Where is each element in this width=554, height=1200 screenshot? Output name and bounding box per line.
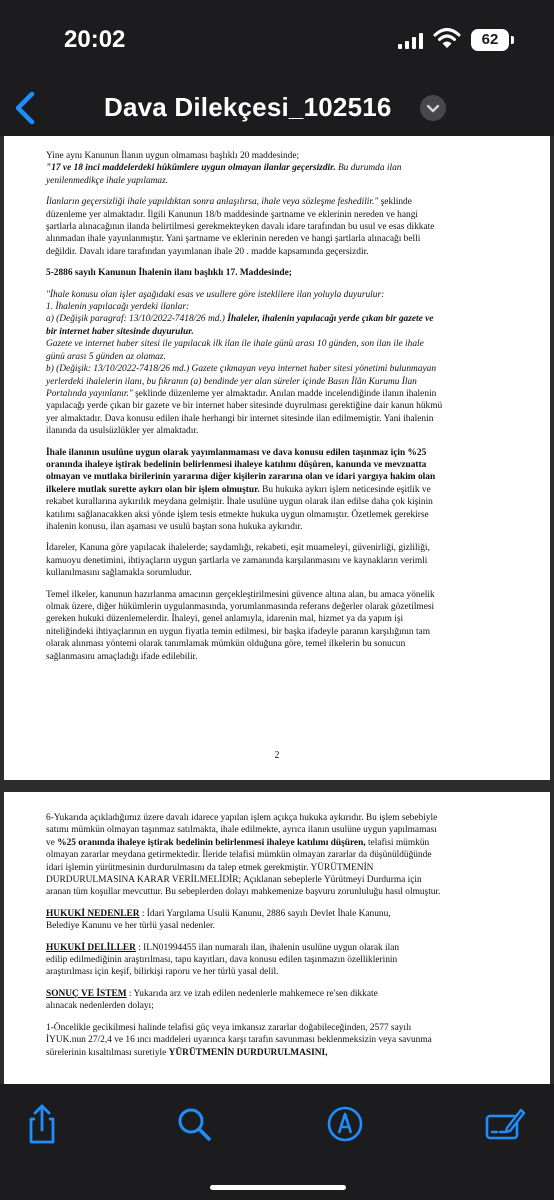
paragraph bbox=[46, 589, 534, 663]
text-line: yerlerdeki ihalelerin ilanı, bu fıkranın (a) bendinde yer alan süreler içinde Basın İlân Kurumu İlan bbox=[46, 376, 417, 387]
paragraph bbox=[46, 1022, 534, 1059]
paragraph bbox=[46, 150, 534, 187]
paragraph bbox=[46, 542, 534, 579]
text-line: İdareler, Kanuna göre yapılacak ihalelerde; saydamlığı, rekabeti, eşit muameleyi, güvenirliği, gizliliği, bbox=[46, 543, 430, 554]
text-line: İYUK.nun 27/2,4 ve 16 ıncı maddeleri uyarınca karşı tarafın savunması beklenmeksizin veya savunma bbox=[46, 1035, 432, 1046]
legal-evidence-section bbox=[46, 942, 534, 979]
text-line: niteliğindeki ihtiyaçlarının en uygun fiyatla temin edilmesi, bir başka ifadeyle paranın karşılığının tam bbox=[46, 626, 431, 637]
text-bold-italic: İhaleler, ihalenin yapılacağı yerde çıkan bir gazete ve bbox=[227, 314, 434, 325]
paragraph bbox=[46, 196, 534, 258]
text-line: "İhale konusu olan işler aşağıdaki esas ve usullere göre isteklilere ilan yoluyla duyurulur: bbox=[46, 289, 385, 300]
text-line bbox=[46, 484, 534, 496]
status-time: 20:02 bbox=[64, 26, 126, 53]
text-line: aranan tüm koşullar mevcuttur. Bu sebeplerden dolayı mahkemenize başvuru zorunluluğu hasıl olmuştur. bbox=[46, 887, 441, 898]
text-line: olarak alınması yöntemi olarak tanımlamak mümkün olduğuna göre, temel ilkelerin bu sonucun bbox=[46, 639, 406, 650]
text-bold: ilkelere mutlak surette aykırı olan bir işlem olmuştur. bbox=[46, 484, 260, 495]
section-heading: HUKUKİ DELİLLER bbox=[46, 942, 136, 953]
text-line: olmayan ve mutlaka birilerinin yararına diğer kişilerin zararına olan ve idari yargıya hakim olan bbox=[46, 472, 436, 483]
text-line bbox=[46, 837, 534, 849]
section-heading: HUKUKİ NEDENLER bbox=[46, 908, 140, 919]
text-line bbox=[46, 162, 534, 174]
text-line bbox=[46, 313, 534, 325]
text-line bbox=[46, 942, 534, 954]
text-line bbox=[46, 1047, 534, 1059]
text-line: kamuoyu denetimini, ihtiyaçların uygun şartlarla ve zamanında karşılanmasını ve kaynakların verimli bbox=[46, 555, 428, 566]
text-line: gereken hukuki düzenlemelerdir. İhaleyi, genel anlamıyla, idarenin mal, hizmet ya da yapım işi bbox=[46, 614, 404, 625]
text: telafisi mümkün bbox=[365, 837, 430, 848]
text-line: satımı mümkün olmayan taşınmaz satılmakta, ihale edilmekte, ayrıca ilanın usulüne uygun yapılmaması bbox=[46, 825, 437, 836]
paragraph bbox=[46, 267, 534, 279]
text-line: 1. İhalenin yapılacağı yerdeki ilanlar: bbox=[46, 302, 190, 313]
text: şeklinde bbox=[378, 197, 412, 208]
chevron-left-icon[interactable] bbox=[8, 86, 44, 130]
document-page-2 bbox=[4, 136, 550, 780]
wifi-icon bbox=[433, 27, 461, 49]
text-line bbox=[46, 196, 534, 208]
text-line: kullanılmasını sağlamakla sorumludur. bbox=[46, 568, 192, 579]
markup-icon[interactable] bbox=[323, 1102, 367, 1146]
text-line: Temel ilkeler, kanunun hazırlanma amacının gerçekleştirilmesini güvence altına alan, bu amaca yönelik bbox=[46, 589, 435, 600]
text-line: Gazete ve internet haber sitesi ile yapılacak ilk ilan ile ihale günü arası 10 günden, son ilan ile ihale bbox=[46, 339, 424, 350]
search-icon[interactable] bbox=[172, 1102, 216, 1146]
paragraph bbox=[46, 447, 534, 534]
text-line: DURDURULMASINA KARAR VERİLMELİDİR; Açıklanan sebeplerle Yürütmeyi Durdurma için bbox=[46, 875, 422, 886]
legal-reasons-section bbox=[46, 908, 534, 933]
text-line: b) (Değişik: 13/10/2022-7418/26 md.) Gazete çıkmayan veya internet haber sitesi yönetimi bulunmayan bbox=[46, 364, 437, 375]
text-bold: YÜRÜTMENİN DURDURULMASINI, bbox=[168, 1047, 328, 1058]
text-line: 1-Öncelikle gecikilmesi halinde telafisi güç veya imkansız zararlar doğabileceğinden, 2577 sayılı bbox=[46, 1022, 412, 1033]
text-line: değildir. Davalı idare tarafından yayımlanan ihale 20 . madde kapsamında geçersizdir. bbox=[46, 246, 369, 257]
text-line: şartlarla alınacağının ilanda belirtilmesi gerekmekteyken davalı idare tarafından bu usul ve esas dikkate bbox=[46, 222, 435, 233]
text-line bbox=[46, 988, 534, 1000]
battery-icon: 62 bbox=[471, 29, 509, 51]
text-italic: a) (Değişik paragraf: 13/10/2022-7418/26 md.) bbox=[46, 314, 228, 325]
text: : İdari Yargılama Usulü Kanunu, 2886 sayılı Devlet İhale Kanunu, bbox=[139, 908, 391, 919]
text-line: sağlanmasını amaçladığı ifade edilebilir. bbox=[46, 651, 198, 662]
text-line: idari işlemin yürütmesinin durdurulmasını da talep etmek gerekmiştir. YÜRÜTMENİN bbox=[46, 862, 374, 873]
text-italic: İlanların geçersizliği ihale yapıldıktan sonra anlaşılırsa, ihale veya sözleşme feshedilir." bbox=[46, 197, 379, 208]
page-number: 2 bbox=[274, 750, 280, 761]
text-line: Belediye Kanunu ve her türlü yasal nedenler. bbox=[46, 921, 215, 932]
result-request-section bbox=[46, 988, 534, 1013]
text-bold: %25 oranında ihaleye iştirak bedelinin belirlenmesi ihaleye katılımı düşüren, bbox=[57, 837, 366, 848]
text-line: araştırılması için keşif, bilirkişi raporu ve her türlü yasal delil. bbox=[46, 967, 279, 978]
text-line: oranında ihaleye iştirak bedelinin belirlenmesi ihaleye katılımı düşüren, kanunda ve mevzuatta bbox=[46, 459, 427, 470]
bottom-toolbar bbox=[0, 1084, 554, 1200]
text-line bbox=[46, 908, 534, 920]
text-line: bir internet haber sitesinde duyurulur. bbox=[46, 326, 194, 337]
section-heading: SONUÇ VE İSTEM bbox=[46, 988, 127, 999]
text: : ILN01994455 ilan numaralı ilan, ihalenin usulüne uygun olarak ilan bbox=[135, 942, 400, 953]
paragraph bbox=[46, 289, 534, 438]
document-viewer[interactable] bbox=[0, 136, 554, 1084]
text-italic: Bu durumda ilan bbox=[335, 163, 402, 174]
text-line: alınmadan ihale yayınlanmıştır. Yani şartname ve eklerinin nereden ve hangi şartlarla alınacağı belli bbox=[46, 234, 421, 245]
share-icon[interactable] bbox=[20, 1102, 64, 1146]
battery-tip bbox=[511, 36, 514, 44]
text-bold-italic: "17 ve 18 inci maddelerdeki hükümlere uygun olmayan ilanlar geçersizdir. bbox=[46, 163, 336, 174]
text-line: ilanında da usulsüzlükler yer almaktadır. bbox=[46, 426, 199, 437]
text-line: yenilenmedikçe ihale yapılamaz. bbox=[46, 175, 169, 186]
text-line: olmak üzere, diğer hükümlerin uygulanmasında, yorumlanmasında referans değerler olarak gözetilmesi bbox=[46, 602, 435, 612]
chevron-down-icon[interactable] bbox=[420, 95, 446, 121]
text-line: rekabet kurallarına aykırılık meydana gelmiştir. İhale usulüne uygun olarak ilan edilse daha çok kişinin bbox=[46, 497, 433, 508]
text-line bbox=[46, 388, 534, 400]
text-line: yapılacağı yerde çıkan bir gazete ve bir internet haber sitesinde duyrulması gerektiğine dair kanun hükmü bbox=[46, 401, 443, 412]
text-line: günü arası 5 günden az olamaz. bbox=[46, 351, 166, 362]
nav-bar bbox=[0, 80, 554, 136]
text-line: ihalenin konusu, ilan aşaması ve usulü baştan sona hukuka aykırıdır. bbox=[46, 521, 303, 532]
annotate-icon[interactable] bbox=[483, 1102, 527, 1146]
home-indicator bbox=[210, 1185, 346, 1190]
text-line: 6-Yukarıda açıkladığımız üzere davalı idarece yapılan işlem açıkça hukuka aykırıdır. Bu işlem sebebiyle bbox=[46, 813, 438, 823]
text: sürelerinin kısaltılması suretiyle bbox=[46, 1047, 169, 1058]
text: : Yukarıda arz ve izah edilen nedenlerle mahkemece re'sen dikkate bbox=[126, 988, 378, 999]
text: şeklinde düzenleme yer almaktadır. Anılan madde incelendiğinde ilanın ihalenin bbox=[132, 388, 437, 399]
text-line: katılımı sağlanacakken aksi yönde işlem tesis etmekte hukuka uygun olmamıştır. Özetlemek gerekirse bbox=[46, 509, 429, 520]
text-line: Yine aynı Kanunun İlanın uygun olmaması başlıklı 20 maddesinde; bbox=[46, 151, 300, 161]
text-italic: Portalında yayınlanır." bbox=[46, 388, 133, 399]
text-line: 5-2886 sayılı Kanunun İhalenin ilanı başlıklı 17. Maddesinde; bbox=[46, 268, 292, 279]
status-bar bbox=[0, 0, 554, 80]
document-page-3 bbox=[4, 792, 550, 1084]
text: ve bbox=[46, 837, 58, 848]
text-line: düzenleme yer almaktadır. İlgili Kanunun 18/b maddesinde şartname ve eklerinin nereden ve hangi bbox=[46, 209, 419, 220]
text-line: alınacak nedenlerden dolayı; bbox=[46, 1001, 154, 1012]
signal-icon bbox=[398, 33, 424, 49]
text-line: İhale ilanının usulüne uygun olarak yayımlanmaması ve dava konusu edilen taşınmaz için %25 bbox=[46, 447, 427, 458]
paragraph bbox=[46, 812, 534, 899]
text-line: olmayan zararlar meydana getirmektedir. İleride telafisi mümkün olmayan zararlar da düşünüldüğünde bbox=[46, 850, 432, 861]
text-line: yer almaktadır. Dava konusu edilen ihale herhangi bir internet sitesinde ilan edilmemiştir. Yani ihalenin bbox=[46, 413, 434, 424]
text: Bu hukuka aykırı işlem neticesinde eşitlik ve bbox=[259, 484, 431, 495]
document-title[interactable]: Dava Dilekçesi_102516 bbox=[104, 92, 392, 122]
text-line: edilip edilmediğinin araştırılması, tapu kayıtları, dava konusu edilen taşınmazın özelliklerinin bbox=[46, 955, 398, 966]
